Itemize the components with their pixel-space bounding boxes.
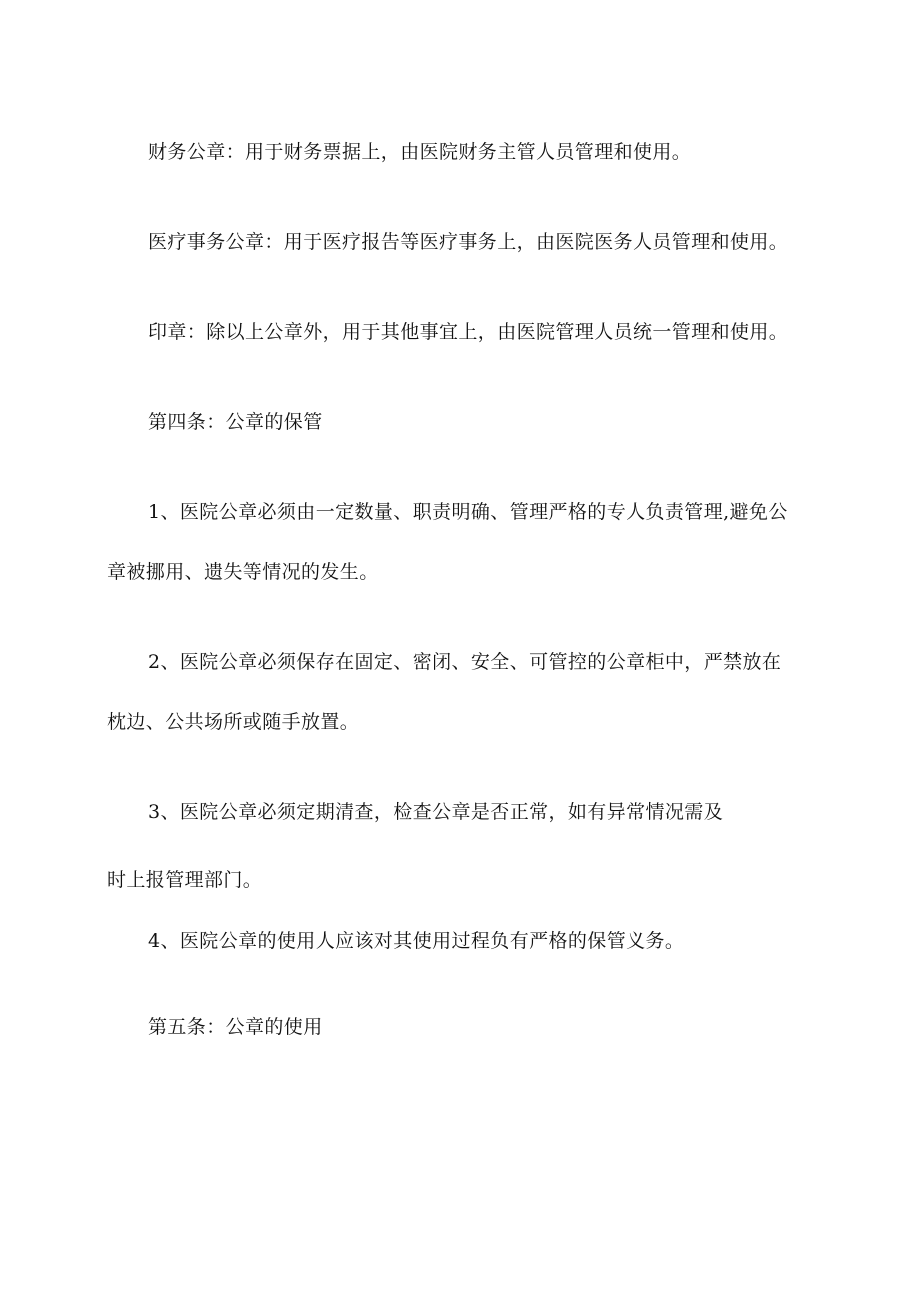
paragraph-medical-seal: 医疗事务公章：用于医疗报告等医疗事务上，由医院医务人员管理和使用。 xyxy=(148,231,789,253)
item-1-line-1: 1、医院公章必须由一定数量、职责明确、管理严格的专人负责管理,避免公 xyxy=(148,501,788,523)
item-3-line-1: 3、医院公章必须定期清查，检查公章是否正常，如有异常情况需及 xyxy=(148,801,724,823)
item-4: 4、医院公章的使用人应该对其使用过程负有严格的保管义务。 xyxy=(148,930,685,952)
item-2-line-1: 2、医院公章必须保存在固定、密闭、安全、可管控的公章柜中，严禁放在 xyxy=(148,651,782,673)
item-1-line-2: 章被挪用、遗失等情况的发生。 xyxy=(107,561,379,583)
heading-article-5: 第五条：公章的使用 xyxy=(148,1016,323,1038)
item-2-line-2: 枕边、公共场所或随手放置。 xyxy=(107,711,360,733)
item-3-line-2: 时上报管理部门。 xyxy=(107,869,263,891)
paragraph-general-seal: 印章：除以上公章外，用于其他事宜上，由医院管理人员统一管理和使用。 xyxy=(148,321,789,343)
paragraph-finance-seal: 财务公章：用于财务票据上，由医院财务主管人员管理和使用。 xyxy=(148,141,692,163)
heading-article-4: 第四条：公章的保管 xyxy=(148,411,323,433)
